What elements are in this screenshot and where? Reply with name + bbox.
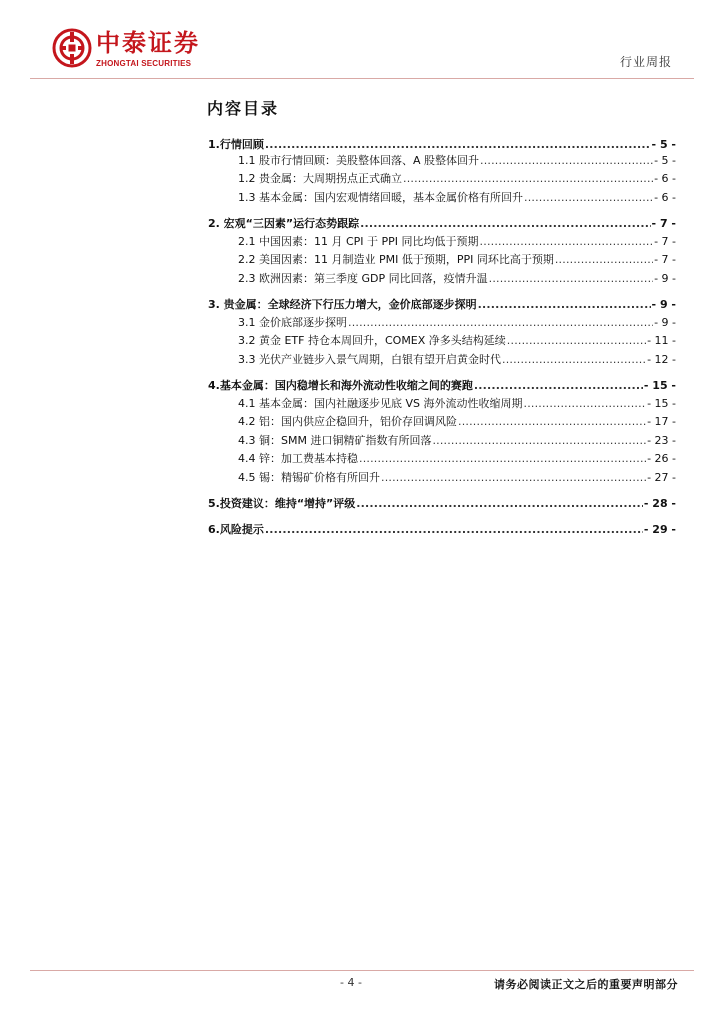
toc-entry-label: 2.2 美国因素：11 月制造业 PMI 低于预期，PPI 同环比高于预期	[238, 253, 554, 266]
report-type-label: 行业周报	[619, 55, 672, 69]
logo-text-english: ZHONGTAI SECURITIES	[96, 59, 192, 68]
toc-leader-dots	[480, 235, 654, 248]
toc-entry-label: 4.基本金属：国内稳增长和海外流动性收缩之间的赛跑	[208, 379, 473, 392]
toc-entry-label: 1.2 贵金属：大周期拐点正式确立	[238, 172, 402, 185]
footer-divider	[30, 970, 694, 971]
toc-entry[interactable]	[238, 469, 676, 487]
toc-entry-page: - 12 -	[647, 353, 676, 366]
page-header	[0, 0, 724, 80]
toc-entry-page: - 7 -	[654, 235, 676, 248]
toc-entry-page: - 9 -	[654, 316, 676, 329]
toc-entry-label: 2.1 中国因素：11 月 CPI 于 PPI 同比均低于预期	[238, 235, 479, 248]
toc-leader-dots	[458, 415, 646, 428]
toc-entry-label: 4.5 锡：精锡矿价格有所回升	[238, 471, 380, 484]
toc-entry-page: - 28 -	[643, 497, 676, 510]
toc-entry-label: 3. 贵金属：全球经济下行压力增大，金价底部逐步探明	[208, 298, 477, 311]
toc-entry-label: 4.2 铝：国内供应企稳回升，铝价存回调风险	[238, 415, 457, 428]
toc-entry-page: - 23 -	[647, 434, 676, 447]
toc-entry[interactable]	[208, 521, 676, 539]
toc-entry[interactable]	[238, 450, 676, 468]
toc-entry-page: - 7 -	[654, 253, 676, 266]
toc-entry-label: 4.4 锌：加工费基本持稳	[238, 452, 358, 465]
toc-entry-page: - 15 -	[643, 379, 676, 392]
toc-leader-dots	[381, 471, 646, 484]
toc-leader-dots	[507, 334, 646, 347]
toc-entry-label: 6.风险提示	[208, 523, 264, 536]
zhongtai-logo-icon	[52, 28, 92, 68]
toc-leader-dots	[403, 172, 653, 185]
toc-entry[interactable]	[238, 270, 676, 288]
toc-entry-label: 5.投资建议：维持“增持”评级	[208, 497, 356, 510]
toc-title: 内容目录	[207, 99, 280, 118]
toc-entry-label: 1.行情回顾	[208, 138, 264, 151]
toc-leader-dots	[478, 298, 651, 311]
toc-leader-dots	[348, 316, 653, 329]
toc-entry[interactable]	[238, 413, 676, 431]
toc-entry[interactable]	[238, 189, 676, 207]
toc-leader-dots	[480, 154, 653, 167]
toc-entry-page: - 15 -	[647, 397, 676, 410]
disclaimer-text: 请务必阅读正文之后的重要声明部分	[494, 978, 678, 991]
header-divider	[30, 78, 694, 79]
toc-entry-page: - 7 -	[651, 217, 676, 230]
toc-entry[interactable]	[208, 296, 676, 314]
toc-entry[interactable]	[238, 251, 676, 269]
toc-leader-dots	[502, 353, 646, 366]
toc-entry-label: 1.3 基本金属：国内宏观情绪回暖，基本金属价格有所回升	[238, 191, 523, 204]
toc-entry[interactable]	[238, 395, 676, 413]
toc-entry-page: - 26 -	[647, 452, 676, 465]
toc-leader-dots	[356, 497, 643, 510]
toc-entry-page: - 5 -	[654, 154, 676, 167]
company-logo	[52, 28, 252, 72]
toc-entry[interactable]	[238, 351, 676, 369]
toc-entry-page: - 27 -	[647, 471, 676, 484]
toc-entry[interactable]	[238, 332, 676, 350]
toc-leader-dots	[432, 434, 646, 447]
toc-entry[interactable]	[238, 152, 676, 170]
toc-leader-dots	[360, 217, 650, 230]
toc-leader-dots	[524, 397, 647, 410]
toc-entry[interactable]	[208, 495, 676, 513]
toc-entry-page: - 29 -	[643, 523, 676, 536]
toc-entry-label: 2.3 欧洲因素：第三季度 GDP 同比回落，疫情升温	[238, 272, 488, 285]
toc-entry-label: 4.3 铜：SMM 进口铜精矿指数有所回落	[238, 434, 432, 447]
toc-entry[interactable]	[238, 170, 676, 188]
toc-entry-page: - 5 -	[651, 138, 676, 151]
toc-leader-dots	[555, 253, 653, 266]
page-number: - 4 -	[340, 976, 362, 989]
toc-entry-label: 2. 宏观“三因素”运行态势跟踪	[208, 217, 360, 230]
toc-entry[interactable]	[238, 233, 676, 251]
toc-entry-label: 3.1 金价底部逐步探明	[238, 316, 347, 329]
toc-entry-page: - 9 -	[654, 272, 676, 285]
toc-entry-label: 3.3 光伏产业链步入景气周期，白银有望开启黄金时代	[238, 353, 501, 366]
toc-leader-dots	[474, 379, 643, 392]
toc-entry-label: 4.1 基本金属：国内社融逐步见底 VS 海外流动性收缩周期	[238, 397, 523, 410]
toc-entry[interactable]	[238, 314, 676, 332]
toc-leader-dots	[489, 272, 653, 285]
toc-entry-page: - 6 -	[654, 191, 676, 204]
logo-text-chinese: 中泰证券	[96, 29, 200, 57]
toc-entry-page: - 6 -	[654, 172, 676, 185]
toc-entry-page: - 11 -	[647, 334, 676, 347]
toc-leader-dots	[265, 523, 643, 536]
toc-entry-label: 3.2 黄金 ETF 持仓本周回升，COMEX 净多头结构延续	[238, 334, 506, 347]
toc-leader-dots	[359, 452, 646, 465]
toc-entry[interactable]	[208, 215, 676, 233]
toc-leader-dots	[524, 191, 653, 204]
toc-entry[interactable]	[238, 432, 676, 450]
toc-entry-label: 1.1 股市行情回顾：美股整体回落、A 股整体回升	[238, 154, 480, 167]
toc-leader-dots	[265, 138, 651, 151]
toc-entry-page: - 9 -	[651, 298, 676, 311]
toc-entry[interactable]	[208, 377, 676, 395]
toc-entry-page: - 17 -	[647, 415, 676, 428]
